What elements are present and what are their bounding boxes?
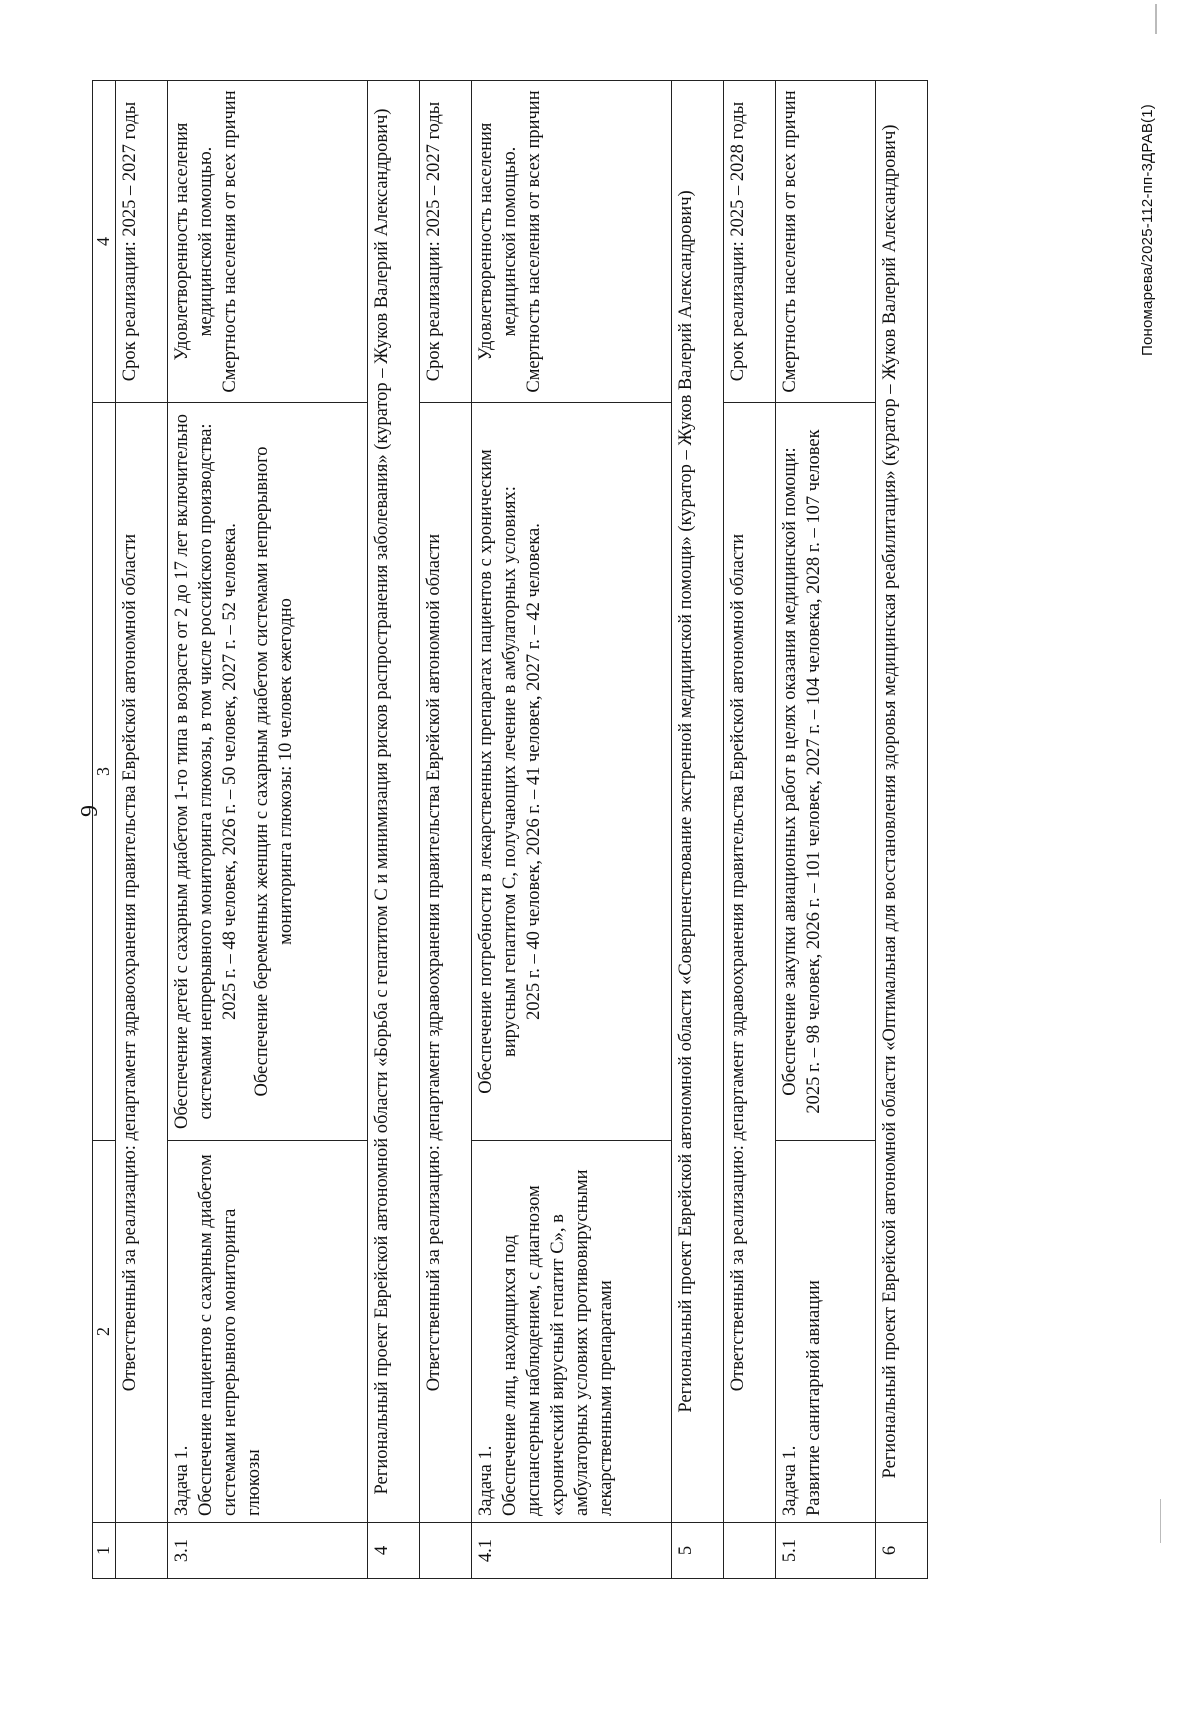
indicators-cell	[167, 81, 367, 403]
row-number: 5	[671, 1523, 723, 1579]
responsible-row-3	[115, 81, 167, 1579]
header-col-2: 2	[93, 1141, 116, 1523]
row-number	[115, 1523, 167, 1579]
indicator-text: Удовлетворенность населения медицинской помощью.	[475, 122, 520, 361]
scan-artifact	[1155, 4, 1157, 34]
task-text: Обеспечение пациентов с сахарным диабетом системами непрерывного мониторинга глюкозы	[195, 1154, 264, 1516]
row-number: 4	[367, 1523, 419, 1579]
row-number	[723, 1523, 775, 1579]
measures-cell	[775, 403, 875, 1141]
task-label: Задача 1.	[779, 1445, 800, 1516]
header-col-3: 3	[93, 403, 116, 1141]
task-label: Задача 1.	[475, 1445, 496, 1516]
measure-text: Обеспечение потребности в лекарственных препаратах пациентов с хроническим вирусным гепатитом С, получающих лечение в амбулаторных условиях:	[475, 449, 520, 1094]
header-col-1: 1	[93, 1523, 116, 1579]
scan-artifact	[1160, 1499, 1161, 1543]
project-title: Региональный проект Еврейской автономной области «Оптимальная для восстановления здоровья медицинская реабилитация» (куратор – Жуков Валерий Александрович)	[875, 81, 927, 1523]
term-text: Срок реализации: 2025 – 2028 годы	[723, 81, 775, 403]
task-text: Обеспечение лиц, находящихся под диспансерным наблюдением, с диагнозом «хронический вирусный гепатит С», в амбулаторных условиях противовирусными лекарственными препаратами	[499, 1169, 616, 1516]
measure-text: 2025 г. – 40 человек, 2026 г. – 41 человек, 2027 г. – 42 человека.	[523, 523, 544, 1020]
measure-text: Обеспечение закупки авиационных работ в целях оказания медицинской помощи:	[779, 447, 800, 1096]
task-row-3-1	[167, 81, 367, 1579]
measures-cell	[471, 403, 671, 1141]
indicator-text: Смертность населения от всех причин	[523, 90, 544, 393]
page-number: 9	[77, 805, 103, 817]
indicators-cell	[775, 81, 875, 403]
task-row-4-1	[471, 81, 671, 1579]
term-text: Срок реализации: 2025 – 2027 годы	[419, 81, 471, 403]
measure-text: Обеспечение беременных женщин с сахарным диабетом системами непрерывного мониторинга глюкозы: 10 человек ежегодно	[251, 446, 296, 1097]
responsible-row-5	[723, 81, 775, 1579]
responsible-text: Ответственный за реализацию: департамент здравоохранения правительства Еврейской автономной области	[723, 403, 775, 1523]
project-row-6	[875, 81, 927, 1579]
responsible-text: Ответственный за реализацию: департамент здравоохранения правительства Еврейской автономной области	[115, 403, 167, 1523]
task-text: Развитие санитарной авиации	[803, 1280, 824, 1516]
term-text: Срок реализации: 2025 – 2027 годы	[115, 81, 167, 403]
project-row-5	[671, 81, 723, 1579]
measure-text: Обеспечение детей с сахарным диабетом 1-го типа в возрасте от 2 до 17 лет включительно системами непрерывного мониторинга глюкозы, в том числе российского производства: 2025 г. – 48 человек, 2026 г. – 50 человек, 2027 г. – 52 человека.	[171, 413, 240, 1130]
row-number	[419, 1523, 471, 1579]
row-number: 5.1	[775, 1523, 875, 1579]
measure-text: 2025 г. – 98 человек, 2026 г. – 101 человек, 2027 г. – 104 человека, 2028 г. – 107 человек	[803, 429, 824, 1114]
task-label: Задача 1.	[171, 1445, 192, 1516]
indicator-text: Смертность населения от всех причин	[219, 90, 240, 393]
measures-cell	[167, 403, 367, 1141]
task-row-5-1	[775, 81, 875, 1579]
project-row-4	[367, 81, 419, 1579]
header-col-4: 4	[93, 81, 116, 403]
indicators-cell	[471, 81, 671, 403]
indicator-text: Удовлетворенность населения медицинской помощью.	[171, 122, 216, 361]
task-cell	[471, 1141, 671, 1523]
indicator-text: Смертность населения от всех причин	[779, 90, 800, 393]
responsible-row-4	[419, 81, 471, 1579]
responsible-text: Ответственный за реализацию: департамент здравоохранения правительства Еврейской автономной области	[419, 403, 471, 1523]
project-title: Региональный проект Еврейской автономной области «Совершенствование экстренной медицинской помощи» (куратор – Жуков Валерий Александрович)	[671, 81, 723, 1523]
task-cell	[167, 1141, 367, 1523]
row-number: 3.1	[167, 1523, 367, 1579]
row-number: 6	[875, 1523, 927, 1579]
task-cell	[775, 1141, 875, 1523]
project-title: Региональный проект Еврейской автономной области «Борьба с гепатитом С и минимизация рисков распространения заболевания» (куратор – Жуков Валерий Александрович)	[367, 81, 419, 1523]
row-number: 4.1	[471, 1523, 671, 1579]
document-code: Пономарева/2025-112-пп-3ДРАВ(1)	[1139, 104, 1156, 356]
program-table	[92, 80, 928, 1579]
table-header-row	[93, 81, 116, 1579]
